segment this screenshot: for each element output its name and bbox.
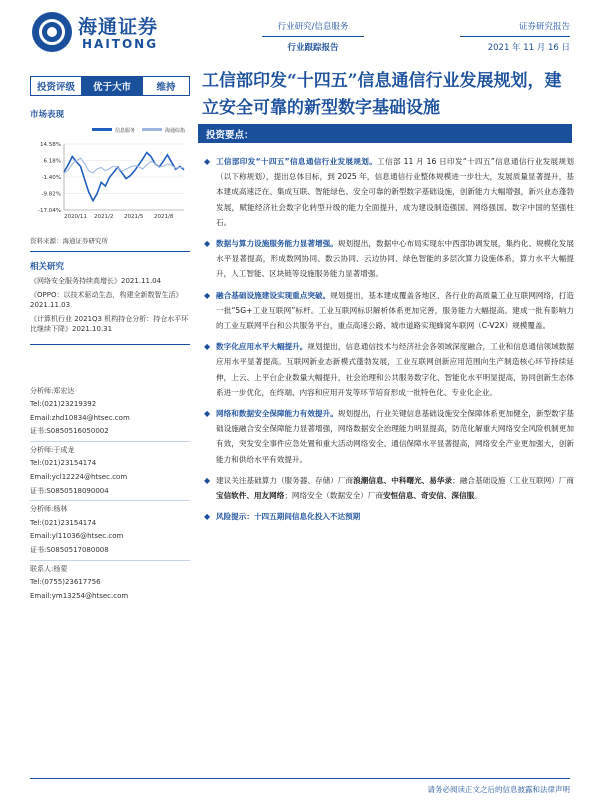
legend-swatch-b bbox=[142, 128, 162, 131]
analyst-card bbox=[30, 503, 190, 560]
key-point bbox=[202, 154, 574, 230]
risk-warning: 风险提示：十四五期间信息化投入不达预期 bbox=[216, 512, 361, 522]
footer-divider bbox=[30, 778, 570, 779]
y-tick-label: -17.04% bbox=[38, 208, 61, 214]
header-right bbox=[460, 20, 570, 53]
logo-english-name: HAITONG bbox=[82, 37, 159, 51]
investment-rating bbox=[30, 76, 190, 96]
x-tick-label: 2020/11 bbox=[64, 214, 87, 220]
key-points bbox=[202, 154, 574, 524]
haitong-logo bbox=[32, 12, 202, 56]
analyst-cert: 证书:S0850517080008 bbox=[30, 546, 109, 555]
footer-disclaimer[interactable]: 请务必阅读正文之后的信息披露和法律声明 bbox=[427, 785, 570, 794]
key-points-bar: 投资要点： bbox=[198, 124, 572, 143]
key-point-body: 规划提出，基本建成覆盖各地区、各行业的高质量工业互联网网络，打造一批“5G+工业互联网”标杆。工业互联网标识解析体系更加完善，服务能力大幅提高。建成一批有影响力的工业互联网平台和公共服务平台，重点高速公路、城市道路实现蜂窝车联网（C-V2X）规模覆盖。 bbox=[216, 290, 574, 331]
bullet-icon: ◆ bbox=[204, 409, 211, 419]
related-research-title: 相关研究 bbox=[30, 262, 65, 272]
analyst-email[interactable]: Email:yl11036@htsec.com bbox=[30, 532, 124, 541]
related-research-list bbox=[30, 276, 190, 345]
legend-swatch-a bbox=[92, 128, 112, 131]
x-tick-label: 2021/8 bbox=[154, 214, 174, 220]
key-point-heading: 数字化应用水平大幅提升。 bbox=[216, 342, 308, 352]
analyst-cert: 证书:S0850516050002 bbox=[30, 427, 109, 436]
x-tick-label: 2021/5 bbox=[124, 214, 144, 220]
analyst-email[interactable]: Email:ycl12224@htsec.com bbox=[30, 473, 128, 482]
contact-email[interactable]: Email:ym13254@htsec.com bbox=[30, 591, 129, 600]
analyst-tel: Tel:(021)23219392 bbox=[30, 400, 97, 409]
key-point bbox=[202, 339, 574, 400]
rating-status: 维持 bbox=[143, 77, 189, 95]
analyst-name: 分析师:于成龙 bbox=[30, 445, 75, 454]
analyst-card bbox=[30, 444, 190, 501]
key-point bbox=[202, 236, 574, 282]
key-point bbox=[202, 406, 574, 467]
recommendation-text: 建议关注基础算力（服务器、存储）厂商 bbox=[216, 475, 354, 485]
report-title: 工信部印发“十四五”信息通信行业发展规划，建立安全可靠的新型数字基础设施 bbox=[202, 71, 562, 118]
bullet-icon: ◆ bbox=[204, 290, 211, 300]
legend-label-a: 信息服务 bbox=[115, 128, 136, 134]
market-performance-chart bbox=[30, 124, 190, 228]
report-date: 2021 年 11 月 16 日 bbox=[487, 43, 570, 53]
report-type: 行业跟踪报告 bbox=[287, 43, 339, 53]
analyst-card bbox=[30, 385, 190, 442]
bullet-icon: ◆ bbox=[204, 239, 211, 249]
contact-card bbox=[30, 563, 190, 606]
logo-chinese-name: 海通证券 bbox=[78, 16, 159, 38]
chart-source: 资料来源：海通证券研究所 bbox=[30, 236, 190, 252]
recommended-stocks: 宝信软件、用友网络 bbox=[216, 491, 285, 501]
key-point-body: 规划提出，数据中心布局实现东中西部协调发展，集约化、规模化发展水平显著提高，形成数网协同、数云协同、云边协同、绿色智能的多层次算力设施体系，算力水平大幅提升，人工智能、区块链等设施服务能力显著增强。 bbox=[216, 239, 575, 279]
legend-label-b: 海通综指 bbox=[165, 128, 186, 134]
y-tick-label: -1.40% bbox=[41, 175, 61, 181]
rating-label: 投资评级 bbox=[31, 77, 81, 95]
key-point-heading: 融合基础设施建设实现重点突破。 bbox=[216, 290, 331, 300]
analyst-email[interactable]: Email:zhd10834@htsec.com bbox=[30, 413, 130, 422]
key-point-body: 工信部 11 月 16 日印发“十四五”信息通信行业发展规划（以下称规划），提出总体目标，到 2025 年，信息通信行业整体规模进一步壮大，发展质量显著提升，基本建成高速泛在、集成互联、智能绿色、安全可靠的新型数字基础设施，创新能力大幅增强，新兴业态蓬勃发展，赋能经济社会数字化转型升级的能力全面提升，成为建设制造强国、网络强国、数字中国的坚强柱石。 bbox=[216, 157, 574, 227]
x-tick-label: 2021/2 bbox=[94, 214, 114, 220]
market-performance-title: 市场表现 bbox=[30, 110, 65, 120]
y-tick-label: -9.82% bbox=[41, 191, 61, 198]
related-item[interactable]: 《OPPO：以技术驱动生态，构建全新数智生活》2021.11.03 bbox=[30, 290, 183, 309]
analyst-cert: 证书:S0850518090004 bbox=[30, 486, 109, 495]
recommended-stocks: 浪潮信息、中科曙光、易华录 bbox=[353, 475, 453, 485]
y-tick-label: 6.18% bbox=[43, 158, 61, 165]
key-point bbox=[202, 288, 574, 334]
analyst-tel: Tel:(021)23154174 bbox=[30, 518, 97, 527]
rating-value: 优于大市 bbox=[81, 77, 143, 95]
market-chart-svg bbox=[30, 124, 190, 228]
header-center bbox=[262, 20, 364, 53]
contact-tel: Tel:(0755)23617756 bbox=[30, 578, 101, 587]
key-point-heading: 工信部印发“十四五”信息通信行业发展规划。 bbox=[216, 157, 378, 166]
recommendation-text: ；网络安全（数据安全）厂商 bbox=[284, 491, 384, 501]
key-point-heading: 网络和数据安全保障能力有效提升。 bbox=[216, 409, 338, 419]
left-sidebar bbox=[30, 76, 190, 607]
key-point-body: 规划提出，信息通信技术与经济社会各领域深度融合，工业和信息通信领域数据应用水平显著提高。互联网新业态新模式蓬勃发展，工业互联网创新应用范围向生产制造核心环节持续延伸，上云、上平台企业数量大幅提升，社会治理和公共服务数字化、智能化水平明显提高，协同创新生态体系进一步优化，在终端、内容和应用开发等环节培育形成一批特色化、专业化企业。 bbox=[216, 342, 575, 397]
recommended-stocks: 安恒信息、奇安信、深信服 bbox=[383, 491, 475, 501]
key-point-heading: 数据与算力设施服务能力显著增强。 bbox=[216, 239, 338, 249]
report-category: 行业研究/信息服务 bbox=[262, 20, 364, 37]
risk-warning-point bbox=[202, 509, 574, 524]
recommendation-text: ；融合基础设施（工业互联网）厂商 bbox=[452, 475, 575, 485]
recommendation-text: 。 bbox=[474, 491, 482, 501]
y-tick-label: 14.58% bbox=[40, 142, 61, 148]
haitong-logo-icon bbox=[32, 12, 72, 52]
contact-name: 联系人:杨蒙 bbox=[30, 564, 68, 573]
key-point-body: 规划提出，行业关键信息基础设施安全保障体系更加健全，新型数字基础设施融合安全保障能力显著增强，网络数据安全治理能力明显提高，防范化解重大网络安全风险机制更加有效，突发安全事件应急处置和重大活动网络安全、通信保障水平显著提高，网络安全产业更加强大，创新能力和供给水平有效提升。 bbox=[216, 409, 575, 464]
analyst-tel: Tel:(021)23154174 bbox=[30, 459, 97, 468]
analyst-contacts bbox=[30, 385, 190, 606]
document-type: 证券研究报告 bbox=[460, 20, 570, 37]
related-item[interactable]: 《计算机行业 2021Q3 机构持仓分析：持仓水平环比继续下降》2021.10.31 bbox=[30, 314, 189, 333]
bullet-icon: ◆ bbox=[204, 512, 211, 522]
bullet-icon: ◆ bbox=[204, 342, 211, 352]
recommendation-point bbox=[202, 473, 574, 503]
bullet-icon: ◆ bbox=[204, 157, 211, 166]
analyst-name: 分析师:杨林 bbox=[30, 505, 68, 514]
related-item[interactable]: 《网络安全服务持续高增长》2021.11.04 bbox=[30, 277, 162, 285]
analyst-name: 分析师:郑宏达 bbox=[30, 386, 75, 395]
report-header bbox=[0, 0, 600, 62]
bullet-icon: ◆ bbox=[204, 475, 211, 485]
